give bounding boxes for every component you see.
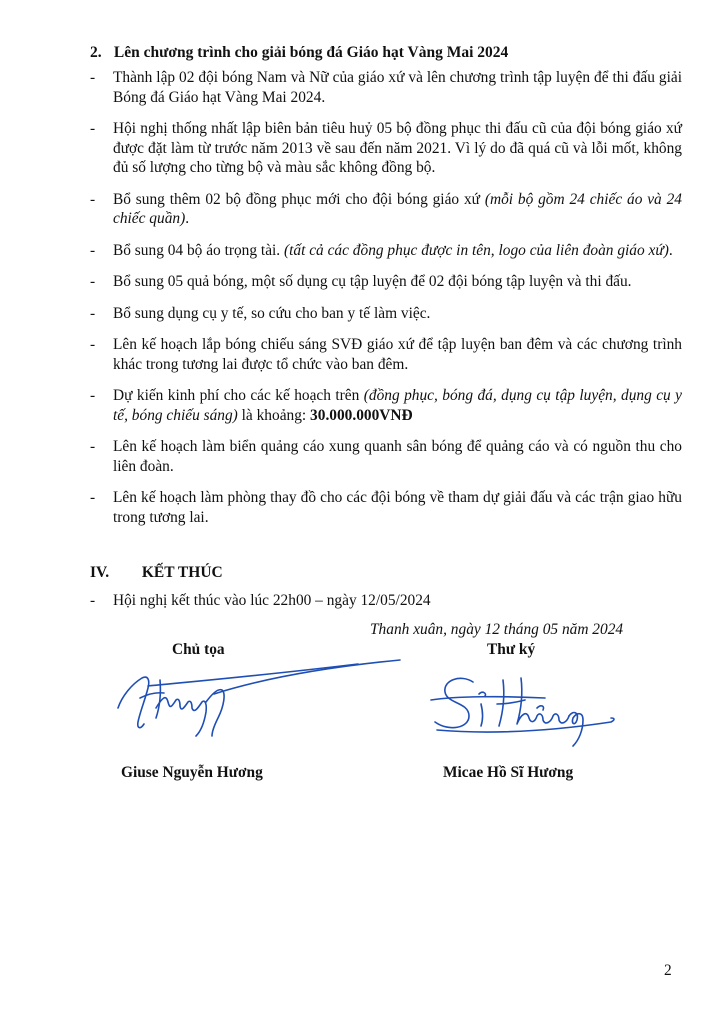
budget-amount: 30.000.000VNĐ bbox=[310, 406, 413, 424]
section-2-heading bbox=[90, 44, 508, 62]
section-4-title: KẾT THÚC bbox=[141, 564, 223, 581]
list-item: - Bổ sung 04 bộ áo trọng tài. (tất cả các đồng phục được in tên, logo của liên đoàn giáo xứ). bbox=[90, 241, 673, 259]
list-item: - Lên kế hoạch làm phòng thay đồ cho các đội bóng về tham dự giải đấu và các trận giao hữu trong tương lai. bbox=[90, 489, 682, 526]
list-item: - Thành lập 02 đội bóng Nam và Nữ của giáo xứ và lên chương trình tập luyện để thi đấu giải Bóng đá Giáo hạt Vàng Mai 2024. bbox=[90, 69, 682, 106]
section-4-heading bbox=[90, 564, 223, 582]
list-item: - Bổ sung 05 quả bóng, một số dụng cụ tập luyện để 02 đội bóng tập luyện và thi đấu. bbox=[90, 273, 632, 290]
list-item: - Lên kế hoạch làm biển quảng cáo xung quanh sân bóng để quảng cáo và có nguồn thu cho liên đoàn. bbox=[90, 438, 682, 475]
list-item: - Hội nghị thống nhất lập biên bản tiêu huỷ 05 bộ đồng phục thi đấu cũ của đội bóng giáo xứ được đặt làm từ trước năm 2013 về sau đến năm 2021. Vì lý do đã quá cũ và lỗi mốt, không đủ số lượng cho từng bộ và màu sắc không đồng bộ. bbox=[90, 120, 682, 176]
list-item: - Lên kế hoạch lắp bóng chiếu sáng SVĐ giáo xứ để tập luyện ban đêm và các chương trình khác trong tương lai được tổ chức vào ban đêm. bbox=[90, 336, 682, 373]
section-4-list bbox=[90, 591, 682, 623]
secretary-role: Thư ký bbox=[487, 641, 536, 658]
date-line: Thanh xuân, ngày 12 tháng 05 năm 2024 bbox=[370, 621, 624, 638]
section-2-list bbox=[90, 68, 682, 539]
section-2-number: 2. bbox=[90, 44, 102, 61]
secretary-signature bbox=[425, 660, 625, 755]
secretary-name: Micae Hồ Sĩ Hương bbox=[443, 764, 574, 781]
list-item: - Bổ sung thêm 02 bộ đồng phục mới cho đội bóng giáo xứ (mỗi bộ gồm 24 chiếc áo và 24 chiếc quần). bbox=[90, 190, 682, 227]
page-number: 2 bbox=[664, 962, 672, 979]
section-4-number: IV. bbox=[90, 564, 110, 581]
section-2-title: Lên chương trình cho giải bóng đá Giáo hạt Vàng Mai 2024 bbox=[113, 44, 509, 61]
chair-role: Chủ tọa bbox=[172, 641, 225, 658]
list-item: - Dự kiến kinh phí cho các kế hoạch trên (đồng phục, bóng đá, dụng cụ tập luyện, dụng cụ y tế, bóng chiếu sáng) là khoảng: 30.000.000VNĐ bbox=[90, 387, 682, 424]
chair-signature bbox=[108, 650, 408, 740]
list-item: - Hội nghị kết thúc vào lúc 22h00 – ngày 12/05/2024 bbox=[90, 592, 431, 609]
chair-name: Giuse Nguyễn Hương bbox=[121, 764, 263, 781]
list-item: - Bổ sung dụng cụ y tế, so cứu cho ban y tế làm việc. bbox=[90, 304, 431, 322]
